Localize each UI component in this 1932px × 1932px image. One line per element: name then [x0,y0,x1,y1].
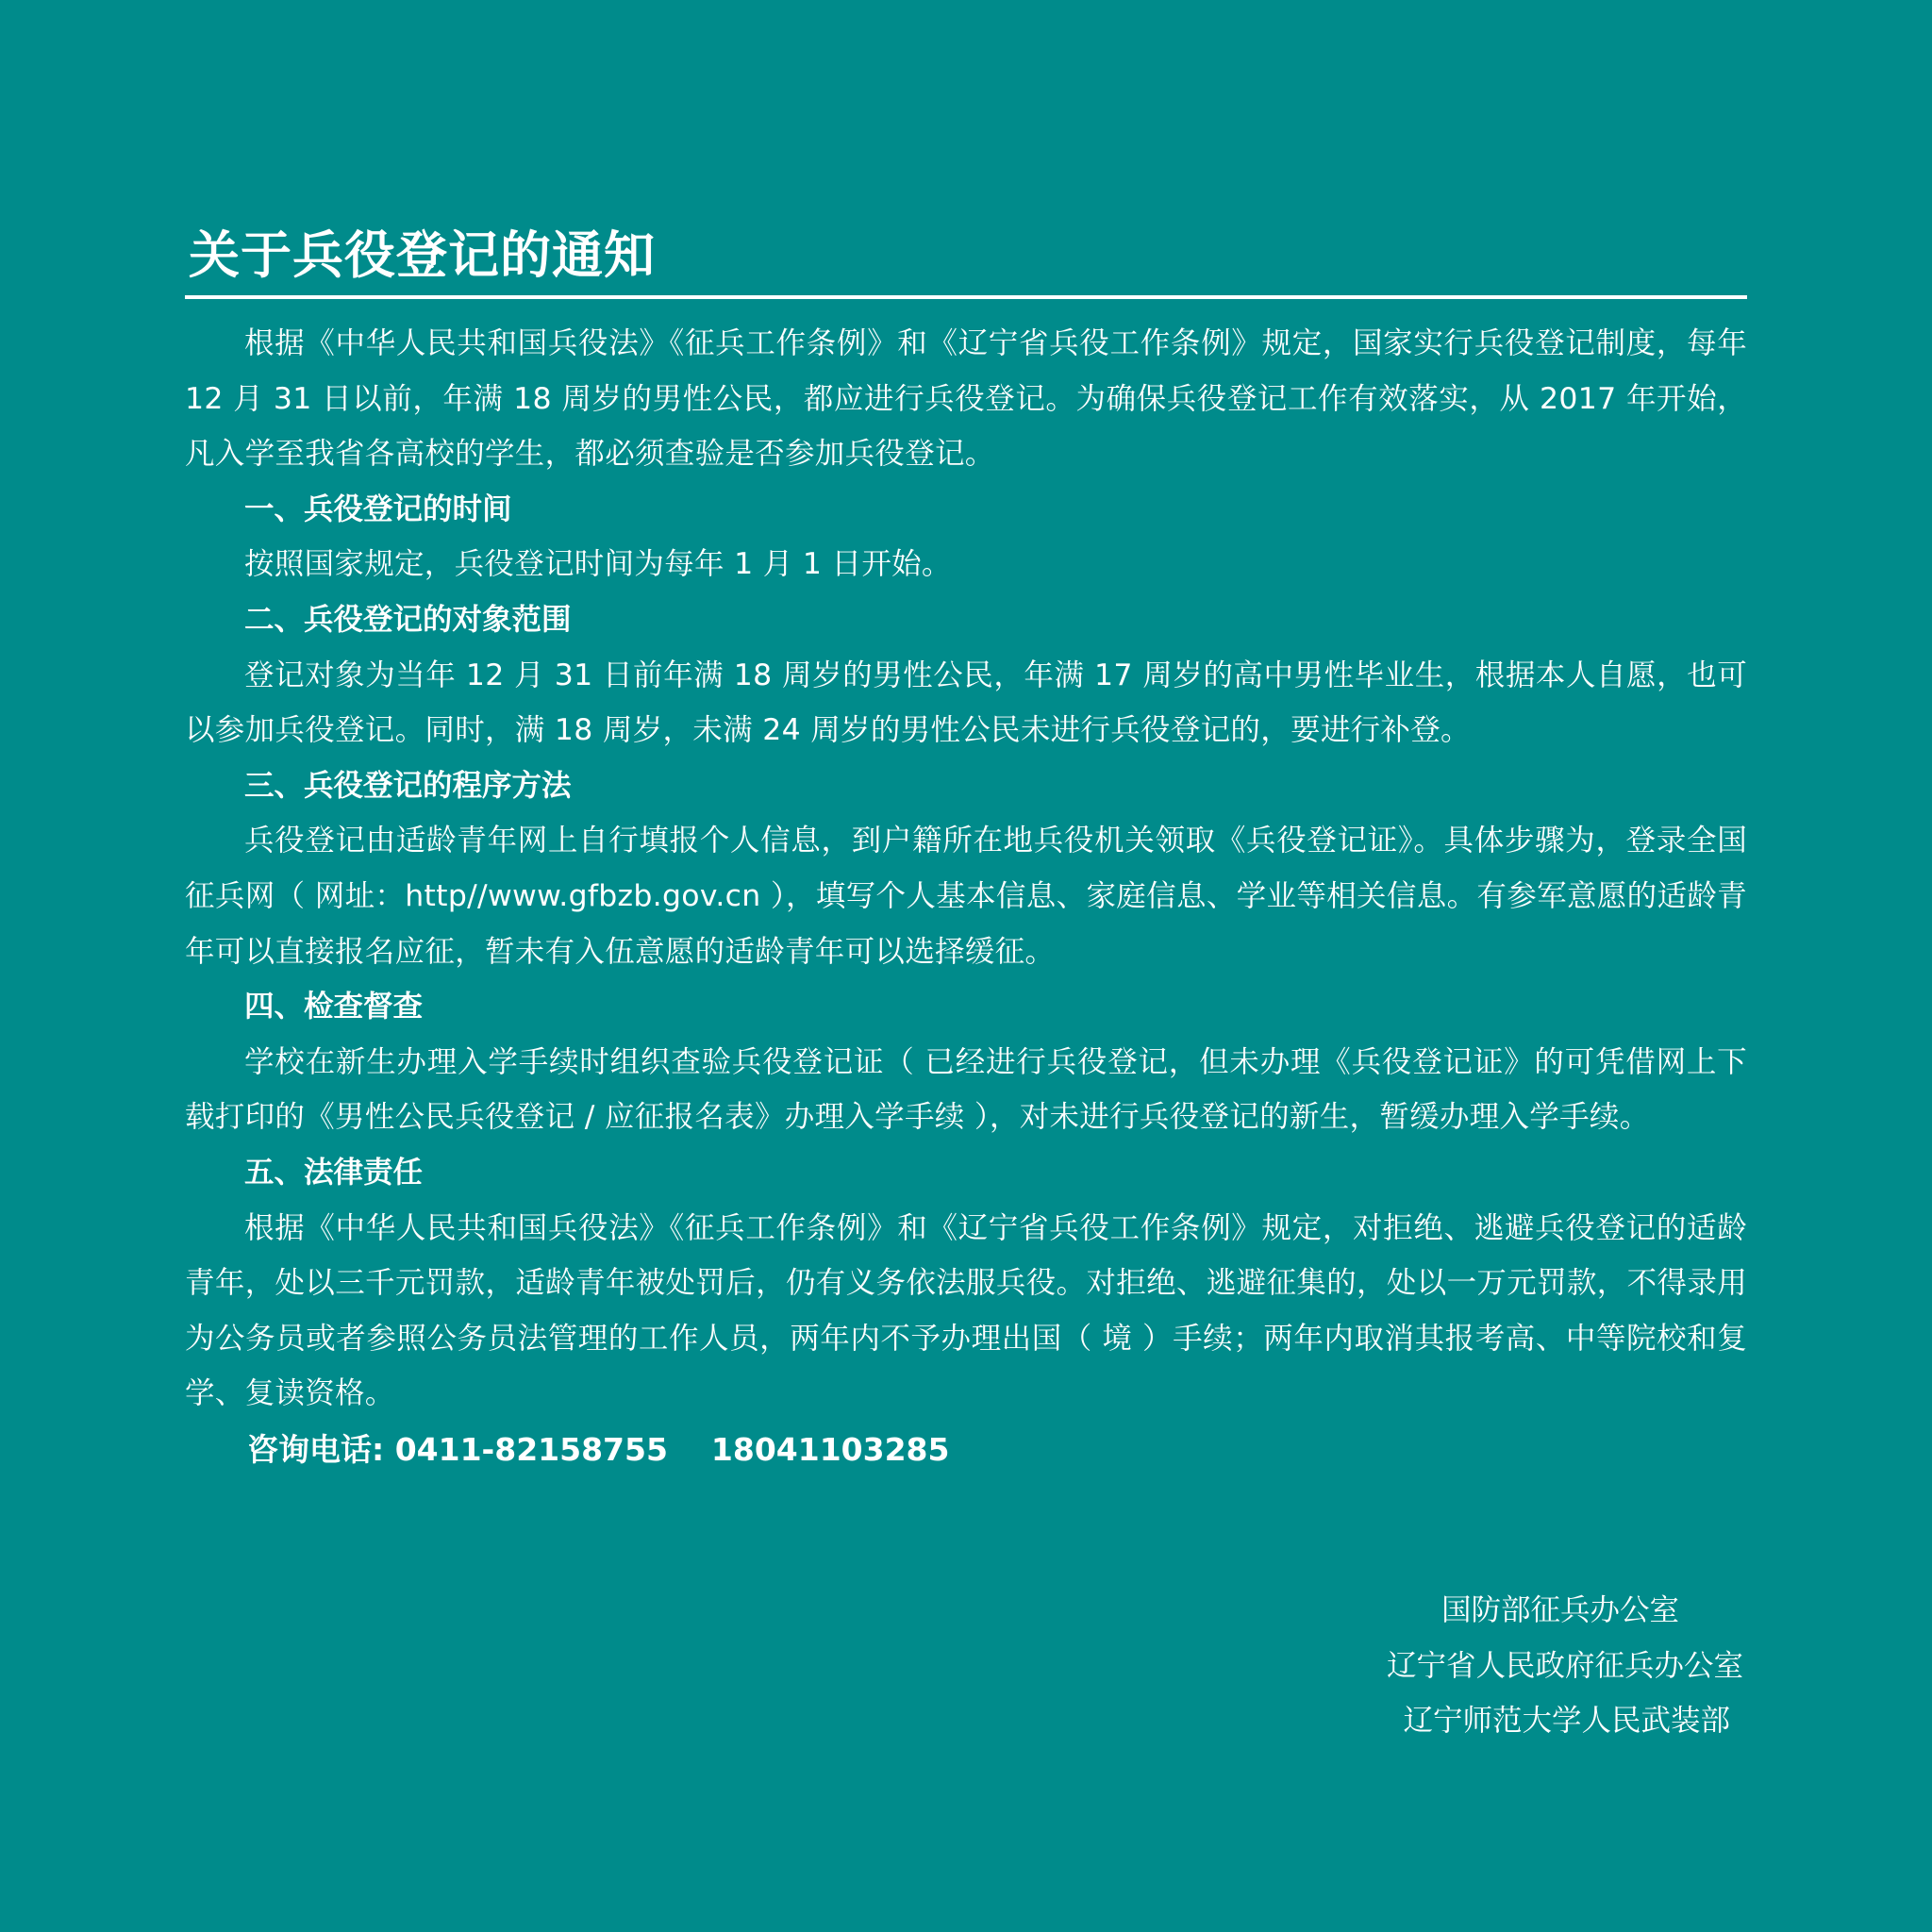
contact-phone-2: 18041103285 [710,1430,950,1468]
section-body-1: 按照国家规定，兵役登记时间为每年 1 月 1 日开始。 [244,547,952,582]
section-body-5: 根据《中华人民共和国兵役法》《征兵工作条例》和《辽宁省兵役工作条例》规定，对拒绝、逃避兵役登记的适龄青年，处以三千元罚款，适龄青年被处罚后，仍有义务依法服兵役。对拒绝、逃避征集的，处以一万元罚款，不得录用为公务员或者参照公务员法管理的工作人员，两年内不予办理出国（ 境 ）手续；两年内取消其报考高、中等院校和复学、复读资格。 [185,1210,1747,1411]
section-heading-4: 四、检查督查 [244,990,424,1024]
section-heading-5: 五、法律责任 [244,1155,424,1190]
title-underline [185,295,1747,299]
section-body-2: 登记对象为当年 12 月 31 日前年满 18 周岁的男性公民，年满 17 周岁的高中男性毕业生，根据本人自愿，也可以参加兵役登记。同时，满 18 周岁，未满 24 周岁的男性公民未进行兵役登记的，要进行补登。 [185,658,1747,748]
signature-line-3: 辽宁师范大学人民武装部 [1403,1704,1730,1739]
contact-label: 咨询电话: [247,1430,395,1468]
signature-block [1181,1583,1747,1749]
contact-line [185,1422,1747,1478]
intro-paragraph: 根据《中华人民共和国兵役法》《征兵工作条例》和《辽宁省兵役工作条例》规定，国家实行兵役登记制度，每年 12 月 31 日以前，年满 18 周岁的男性公民，都应进行兵役登记。为确保兵役登记工作有效落实，从 2017 年开始，凡入学至我省各高校的学生，都必须查验是否参加兵役登记。 [185,326,1747,472]
section-heading-3: 三、兵役登记的程序方法 [244,768,572,803]
contact-phone-1: 0411-82158755 [394,1430,668,1468]
signature-line-2: 辽宁省人民政府征兵办公室 [1386,1648,1743,1683]
section-heading-1: 一、兵役登记的时间 [244,491,512,526]
section-body-4: 学校在新生办理入学手续时组织查验兵役登记证（ 已经进行兵役登记，但未办理《兵役登记证》的可凭借网上下载打印的《男性公民兵役登记 / 应征报名表》办理入学手续 ），对未进行兵役登记的新生，暂缓办理入学手续。 [185,1044,1747,1135]
page-title: 关于兵役登记的通知 [189,225,656,285]
notice-body [185,222,1747,1478]
section-heading-2: 二、兵役登记的对象范围 [244,602,572,637]
section-body-3: 兵役登记由适龄青年网上自行填报个人信息，到户籍所在地兵役机关领取《兵役登记证》。具体步骤为，登录全国征兵网（ 网址：http//www.gfbzb.gov.cn ），填写个人基本信息、家庭信息、学业等相关信息。有参军意愿的适龄青年可以直接报名应征，暂未有入伍意愿的适龄青年可以选择缓征。 [185,824,1747,969]
contact-spacer [668,1431,711,1468]
signature-line-1: 国防部征兵办公室 [1441,1593,1679,1627]
